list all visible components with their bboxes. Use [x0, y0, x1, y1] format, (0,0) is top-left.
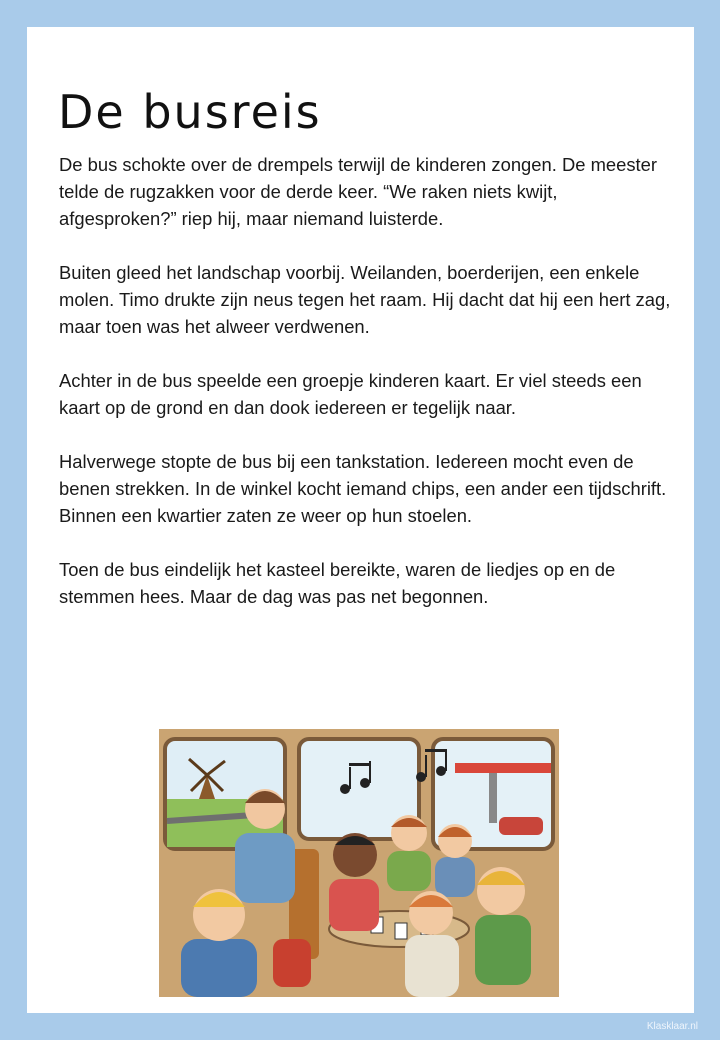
kid-figure [435, 824, 475, 897]
bus-trip-illustration [159, 729, 559, 997]
kid-figure [329, 833, 379, 931]
gas-station-roof [455, 763, 551, 773]
story-paragraph: De bus schokte over de drempels terwijl de kinderen zongen. De meester telde de rugzakken voor de derde keer. “We raken niets kwijt, afgesproken?” riep hij, maar niemand luisterde. [59, 154, 658, 229]
kid-figure [387, 815, 431, 891]
story-paragraph: Halverwege stopte de bus bij een tankstation. Iedereen mocht even de benen strekken. In de winkel kocht iemand chips, een ander een tijdschrift. Binnen een kwartier zaten ze weer op hun stoelen. [59, 451, 667, 526]
story-text [59, 151, 671, 637]
story-paragraph: Achter in de bus speelde een groepje kinderen kaart. Er viel steeds een kaart op de grond en dan dook iedereen er tegelijk naar. [59, 370, 642, 418]
worksheet-page [27, 27, 694, 1013]
footer-brand: Klasklaar.nl [646, 1021, 698, 1032]
story-paragraph: Toen de bus eindelijk het kasteel bereikte, waren de liedjes op en de stemmen hees. Maar de dag was pas net begonnen. [59, 559, 616, 607]
story-paragraph: Buiten gleed het landschap voorbij. Weilanden, boerderijen, een enkele molen. Timo drukte zijn neus tegen het raam. Hij dacht dat hij een hert zag, maar toen was het alweer verdwenen. [59, 262, 671, 337]
kid-figure [475, 867, 531, 985]
backpack-icon [273, 939, 311, 987]
gas-station-pillar [489, 773, 497, 823]
kid-figure [405, 891, 459, 997]
page-title: De busreis [58, 85, 322, 139]
red-car [499, 817, 543, 835]
illustration-svg [159, 729, 559, 997]
